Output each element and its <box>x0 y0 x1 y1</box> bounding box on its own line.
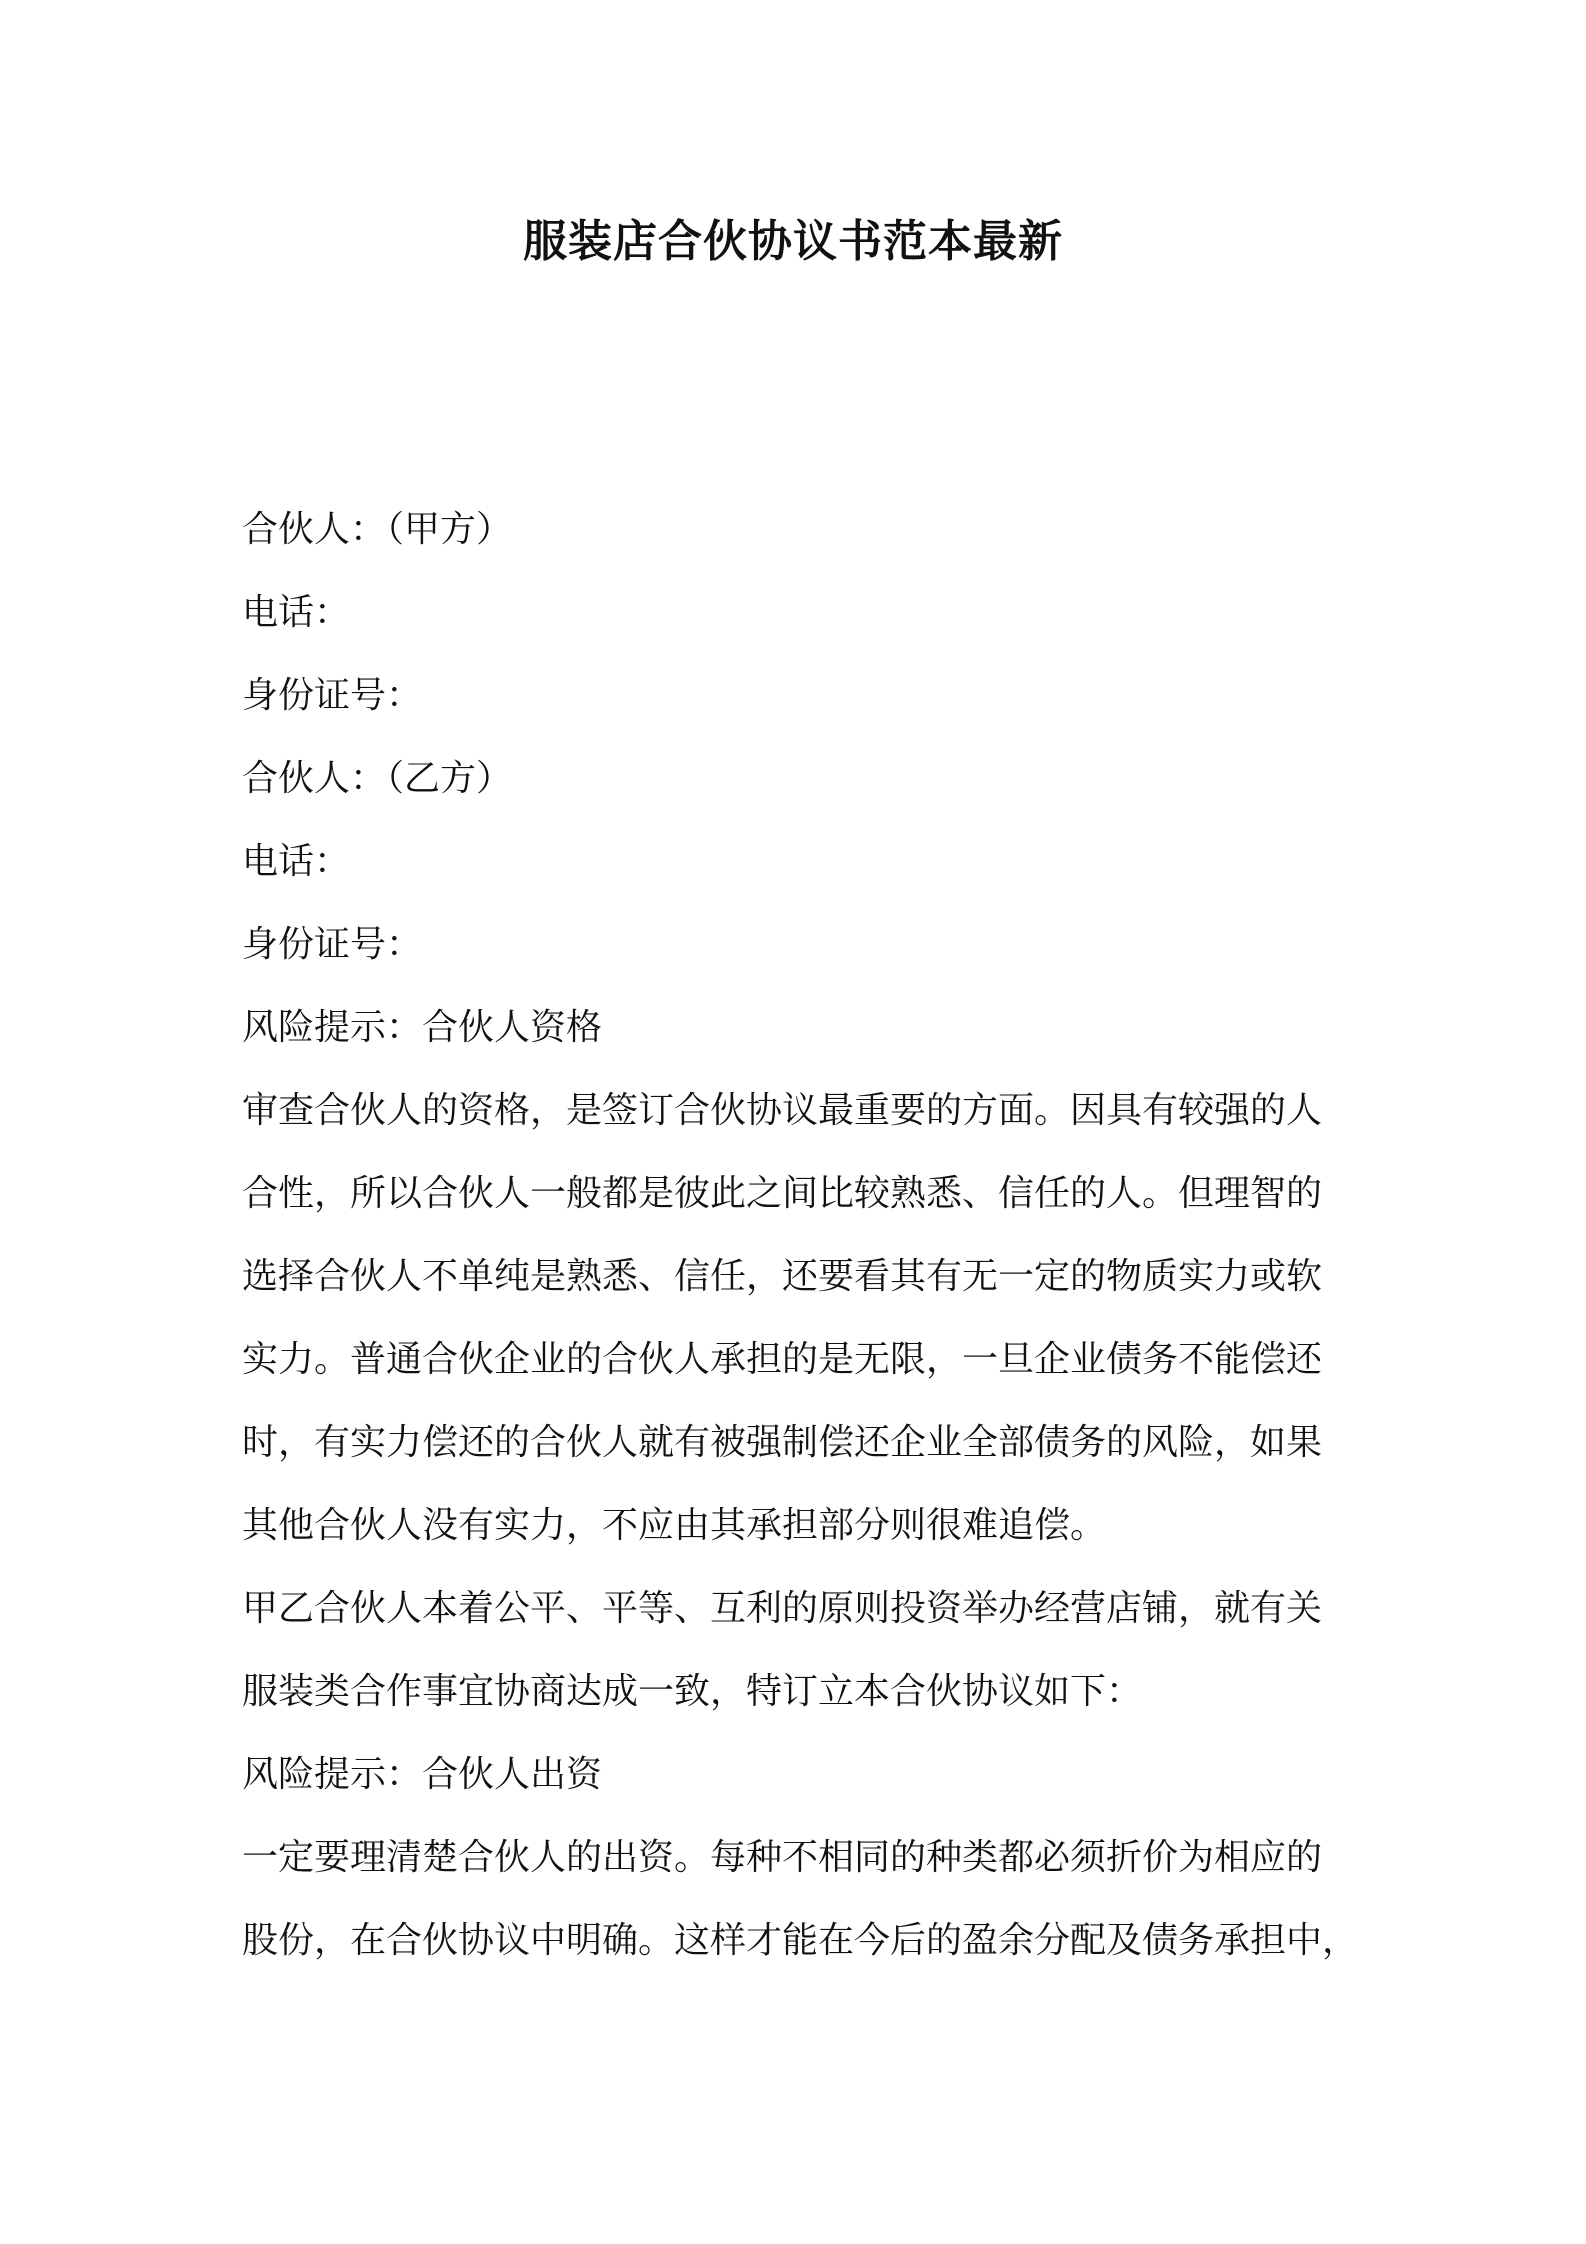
body-text-line: 选择合伙人不单纯是熟悉、信任，还要看其有无一定的物质实力或软 <box>242 1256 1323 1297</box>
body-text-line: 股份，在合伙协议中明确。这样才能在今后的盈余分配及债务承担中， <box>242 1920 1359 1961</box>
body-text-line: 服装类合作事宜协商达成一致，特订立本合伙协议如下： <box>242 1671 1143 1712</box>
party-a-id-number: 身份证号： <box>242 675 423 716</box>
body-text-line: 审查合伙人的资格，是签订合伙协议最重要的方面。因具有较强的人 <box>242 1090 1323 1131</box>
body-text-line: 甲乙合伙人本着公平、平等、互利的原则投资举办经营店铺，就有关 <box>242 1588 1323 1629</box>
body-text-line: 一定要理清楚合伙人的出资。每种不相同的种类都必须折价为相应的 <box>242 1837 1323 1878</box>
body-text-line: 时，有实力偿还的合伙人就有被强制偿还企业全部债务的风险，如果 <box>242 1422 1323 1463</box>
body-text-line: 实力。普通合伙企业的合伙人承担的是无限，一旦企业债务不能偿还 <box>242 1339 1323 1380</box>
party-a-label: 合伙人：（甲方） <box>242 509 513 550</box>
document-body <box>242 488 1359 1982</box>
party-a-phone: 电话： <box>242 592 351 633</box>
risk-heading-contribution: 风险提示：合伙人出资 <box>242 1754 603 1795</box>
party-b-id-number: 身份证号： <box>242 924 423 965</box>
body-text-line: 合性，所以合伙人一般都是彼此之间比较熟悉、信任的人。但理智的 <box>242 1173 1323 1214</box>
body-text-line: 其他合伙人没有实力，不应由其承担部分则很难追偿。 <box>242 1505 1107 1546</box>
risk-heading-qualification: 风险提示：合伙人资格 <box>242 1007 603 1048</box>
party-b-label: 合伙人：（乙方） <box>242 758 513 799</box>
party-b-phone: 电话： <box>242 841 351 882</box>
document-title: 服装店合伙协议书范本最新 <box>523 216 1063 267</box>
